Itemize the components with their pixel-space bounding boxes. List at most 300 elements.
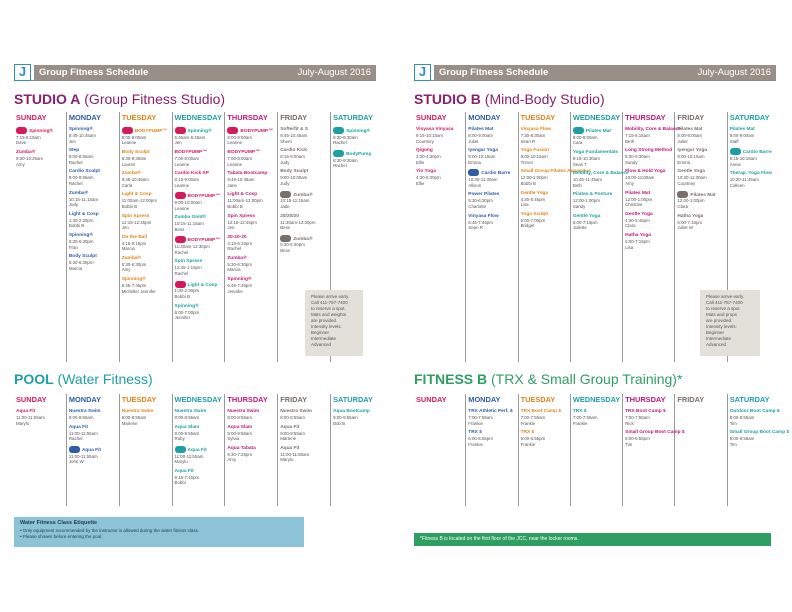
class-name-text: BODYPUMP™ [240,128,273,134]
class-time: 8:30-9:30am [121,155,147,161]
class-entry [175,259,223,276]
class-name-text: TRX Boot Camp $ [625,409,666,414]
class-time: 11:00-11:55am [174,453,204,459]
day-header: WEDNESDAY [174,113,222,122]
class-instructor: Beth [625,138,635,144]
legend-line: Intermediate [311,336,337,341]
class-name-text: Zumba® [121,255,141,261]
class-name-text: Cardio Kick XP [174,171,209,177]
class-time: 9:00-10:15am [677,154,705,160]
special-class-icon [573,127,584,134]
class-name-text: Zumba® [121,171,141,177]
day-header: TUESDAY [121,113,157,122]
special-class-icon [16,127,27,134]
fitness-b-title-rest: (TRX & Small Group Training)* [487,371,683,387]
day-column-wednesday [571,112,629,362]
class-instructor: Jen [121,225,129,231]
class-name [468,169,515,177]
class-name-text: Zumba® [227,255,247,261]
class-entry [69,254,117,271]
class-entry [572,171,629,188]
class-time: 9:00-9:55am [68,415,94,420]
class-time: 7:15-8:15am [16,134,41,140]
class-time: 5:30-6:30pm [227,261,253,267]
class-entry [468,148,515,165]
class-entry [416,127,463,144]
special-class-icon [468,169,479,176]
class-instructor: Bobbi B [174,293,190,299]
etiquette-title: Water Fitness Class Etiquette [20,520,98,526]
class-name-text: TRX $ [572,409,587,414]
header-dates: July-August 2016 [297,66,371,78]
class-instructor: Marlene [280,436,297,442]
class-time: 4:15-5:15pm [227,240,253,246]
studio-b-title-bold: STUDIO B [414,91,481,107]
class-instructor: Sean R [468,225,483,231]
class-time: 9:00-10:15am [468,154,496,160]
day-header: SATURDAY [729,395,770,404]
class-name-text: Cardio Barre [742,149,772,155]
day-column-tuesday [120,112,173,362]
class-entry [468,169,515,188]
legend-line: Intensity levels: [311,324,342,329]
legend-line: Advanced [706,342,727,347]
class-name-text: Aqua Slam [174,424,200,430]
class-entry [175,409,223,421]
class-time: 9:00-10:00am [174,200,202,206]
day-header: SATURDAY [333,113,373,122]
class-name-text: Pilates Mat [625,190,651,196]
class-entry [730,409,778,426]
class-instructor: Marlene [121,420,138,426]
class-name-text: Mobility, Core & Balance [572,171,629,177]
special-class-icon [677,191,688,198]
class-time: 8:00-8:55am [280,415,305,420]
class-time: 11:00-11:55am [68,430,98,436]
class-time: 6:45-7:45pm [227,283,253,289]
class-time: 10:00-11:00am [625,175,655,181]
class-instructor: Lisa [520,202,529,208]
class-instructor: Bridget [520,223,535,229]
class-time: 9:00-9:55am [333,415,358,420]
class-entry [122,127,170,146]
class-entry [122,171,170,188]
class-time: 7:15-8:15am [625,133,650,138]
class-name [175,236,223,244]
day-header: WEDNESDAY [572,113,621,122]
class-time: 8:30-9:30am [333,157,358,163]
day-column-sunday [14,112,67,362]
class-time: 5:30-6:30pm [121,261,147,267]
water-etiquette-box [14,517,304,547]
class-name-text: Cardio Barre [481,171,511,177]
class-time: 4:30-5:45pm [625,217,650,223]
class-time: 5:30-6:30pm [68,260,94,266]
class-instructor: Jane [227,182,237,188]
class-entry [175,236,223,255]
legend-line: Call 411-757-7400 [311,300,348,305]
class-entry [625,233,672,250]
fitness-b-schedule [414,394,790,506]
class-instructor: Juliet W [677,225,694,231]
class-entry [69,409,117,421]
class-entry [625,127,682,144]
class-entry [227,277,275,294]
class-time: 7:00-8:00am [227,155,253,161]
class-instructor: Lauren [121,161,136,167]
class-instructor: Rachel [174,271,189,277]
class-time: 9:00-9:55am [68,175,94,181]
day-header: SUNDAY [416,395,447,404]
class-entry [69,169,117,186]
class-instructor: Clara [625,223,636,229]
class-time: 11:30am-12:30pm [174,244,210,250]
class-name-text: Pilates Mat [585,128,611,134]
class-name-text: Vinyasa Flow [520,127,551,132]
class-time: 6:15-7:10pm [174,474,200,480]
class-instructor: Jen [174,140,182,146]
header-title: Group Fitness Schedule [439,66,549,78]
class-instructor: Tim [729,441,737,447]
class-time: 8:00-8:55am [68,154,94,160]
day-column-tuesday [120,394,173,506]
class-time: 1:30-2:30pm [68,217,94,223]
class-entry [730,148,778,167]
class-instructor: Marcia [121,246,135,252]
class-name-text: BODYPUMP™ [227,149,260,155]
class-name-text: Pilates Mat [729,127,755,132]
class-time: 7:00-7:55am [625,415,650,420]
class-name [573,127,620,135]
special-class-icon [175,281,186,288]
class-time: 12:15-12:45pm [227,219,257,225]
class-name-text: Aqua Fit [187,447,207,453]
class-instructor: Frankie [572,420,588,426]
special-class-icon [175,192,186,199]
class-time: 9:00-9:55am [280,430,305,436]
class-name-text: BODYPUMP™ [134,128,168,134]
class-name-text: Aqua Slam [227,424,253,430]
class-entry [227,235,275,252]
pool-title-bold: POOL [14,371,54,387]
legend-line: Beginner [706,330,725,335]
class-name [175,192,223,200]
class-time: 8:00-8:55am [227,415,253,420]
class-time: 12:00-1:00pm [520,175,548,181]
class-name-text: BODYPUMP™ [187,194,221,200]
class-name-text: Zumba® [293,236,313,242]
class-entry [122,150,170,167]
day-header: SATURDAY [729,113,770,122]
class-time: 6:00-7:00pm [520,217,546,223]
day-header: SUNDAY [416,113,447,122]
class-entry [122,214,170,231]
class-time: 8:00-9:00am [227,134,253,140]
class-name-text: Nuestra Swim [174,409,207,414]
class-instructor: Rachel [68,159,83,165]
class-instructor: Staff [729,138,739,144]
class-name-text: Yoga Fusion [520,148,549,154]
class-name-text: Zumba® [68,190,89,196]
day-header: MONDAY [468,113,501,122]
day-header: MONDAY [468,395,501,404]
class-instructor: Rachel [68,436,83,442]
class-entry [227,192,275,209]
class-time: 6:45-7:45pm [121,283,147,289]
class-entry [175,171,223,188]
special-class-icon [175,236,186,243]
class-time: 7:00-7:55am [520,415,546,420]
class-instructor: Charlotte [468,203,487,209]
class-entry [122,235,170,252]
class-name-text: Spinning® [68,232,93,238]
class-time: 8:00-8:55am [729,415,755,420]
class-name-text: 20-20-20 [227,234,247,240]
class-entry [175,425,223,442]
class-name-text: Pilates Mat [690,192,716,198]
day-header: FRIDAY [677,395,705,404]
class-time: 6:00-6:55pm [520,436,546,442]
class-name-text: Spinning® [68,127,93,132]
day-column-wednesday [173,112,226,362]
header-bar [34,65,376,80]
class-instructor: Bobbi B [227,203,243,209]
class-name-text: Light & Cosp [227,192,258,198]
class-time: 8:30-9:30am [625,154,650,160]
day-header: THURSDAY [227,395,268,404]
class-time: 7:00-7:55am [572,415,598,420]
fitness-b-title-bold: FITNESS B [414,371,488,387]
class-instructor: Fran [68,244,78,250]
class-instructor: Bess [174,226,185,232]
header-dates: July-August 2016 [697,66,771,78]
class-entry [16,150,64,167]
day-header: MONDAY [68,395,102,404]
day-column-thursday [623,112,682,362]
class-instructor: Frankie [520,441,536,447]
class-entry [227,171,275,188]
class-instructor: Leanne [227,140,243,146]
class-name [730,148,778,156]
class-name-text: TRX $ [520,430,535,436]
class-entry [573,409,620,426]
class-instructor: Leanne [121,140,137,146]
class-instructor: Bobbi B [121,203,138,209]
class-entry [227,256,275,273]
class-name-text: Step [68,148,80,154]
class-instructor: Jade [280,203,290,209]
class-entry [333,127,382,146]
class-name-text: Gentle Yoga [677,169,705,175]
class-name [280,191,328,199]
special-class-icon [69,446,80,453]
class-name-text: TRX Athletic Perf. $ [468,409,513,414]
class-time: 12:00-1:00pm [625,196,653,202]
class-name-text: Vinyasa Flow [468,213,499,219]
day-header: MONDAY [68,113,102,122]
class-time: 11:00-11:55am [280,451,310,457]
class-instructor: Sean T [572,161,587,167]
class-instructor: Jen [227,225,235,231]
class-entry [468,214,515,231]
special-class-icon [175,127,186,134]
day-column-sunday [14,394,67,506]
class-name-text: BODYPUMP™ [174,149,208,155]
class-time: 10:15-11:15am [280,198,310,204]
class-instructor: Amy [16,161,25,167]
class-entry [69,148,117,165]
class-time: 11:00am-12:00pm [121,198,157,204]
class-time: 4:30-5:45pm [520,196,546,202]
day-header: SUNDAY [16,113,47,122]
class-entry [122,409,170,426]
day-column-wednesday [571,394,623,506]
class-entry [16,409,64,426]
legend-line: to reserve a spot. [311,306,346,311]
day-header: FRIDAY [280,395,308,404]
class-entry [521,409,568,426]
class-instructor: Cara [572,140,583,146]
studio-a-title-bold: STUDIO A [14,91,81,107]
legend-line: Mats and weights [311,312,347,317]
class-time: 8:00-8:55am [121,415,147,420]
class-instructor: Leanne [174,182,190,188]
class-name-text: Yin Yoga [416,169,436,175]
class-entry [625,148,672,165]
class-entry [625,191,672,208]
class-name-text: Gentle Yoga [625,211,653,217]
class-name-text: Iyengar Yoga [468,148,498,154]
class-instructor: Bobbi B [520,180,536,186]
class-instructor: Trevor [520,159,534,165]
class-time: 10:30-11:45am [729,177,759,183]
class-time: 9:15-10:15am [416,133,444,138]
class-entry [521,212,568,229]
class-name [175,127,223,135]
class-name-text: Small Group Pilates Apparatus [520,169,591,175]
class-name [69,446,117,454]
class-instructor: Amy [625,180,634,186]
class-name-text: Aqua Tabata [227,445,256,451]
special-class-icon [280,191,291,198]
day-header: SUNDAY [16,395,47,404]
class-instructor: Judy [68,202,79,208]
class-instructor: Emma [677,159,691,165]
class-entry [573,214,620,231]
class-entry [416,169,463,186]
class-name-text: Spinning® [121,277,146,283]
class-name-text: Pilates Mat [677,127,703,132]
class-name-text: Body Sculpt [68,254,97,260]
legend-line: are provided. [706,318,733,323]
pool-schedule [14,394,384,506]
class-time: 5:30-6:30pm [68,238,94,244]
class-time: 9:15-10:30am [572,155,600,161]
class-time: 9:00-10:15am [520,154,548,160]
legend-line: to reserve a spot. [706,306,741,311]
right-header [414,64,776,81]
class-time: 4:30-5:30pm [416,175,441,181]
class-name-text: Spinning® [187,128,212,134]
studio-a-legend [305,290,363,356]
day-column-thursday [225,394,278,506]
class-name-text: Yoga Sculpt [520,211,548,217]
class-name-text: Softerfit & S [280,127,308,132]
class-instructor: Judy [280,159,290,165]
class-name-text: Hatha Yoga [677,213,704,219]
special-class-icon [227,127,238,134]
class-time: 8:00-9:00am [729,133,755,138]
class-time: 6:00-6:55pm [468,436,493,442]
class-instructor: Bess [280,225,290,231]
day-header: WEDNESDAY [572,395,621,404]
day-header: THURSDAY [625,113,666,122]
class-name-text: Spinning® [227,277,252,283]
class-instructor: Courtney [677,180,696,186]
class-instructor: Rachel [227,246,242,252]
class-time: 11:30am-12:30pm [280,219,316,225]
class-time: 7:30-8:30am [520,133,546,138]
legend-line: Intermediate [706,336,732,341]
class-name-text: Gentle Yoga [572,213,601,219]
class-time: 11:00am-12:00pm [227,198,263,204]
header-bar [434,65,776,80]
class-time: 9:45-10:45am [227,177,255,183]
class-time: 9:45-10:45am [68,133,96,138]
class-name-text: Spin Xpress [174,259,203,265]
class-name-text: Spinning® [174,303,199,309]
class-name-text: Small Group Boot Camp $ [625,430,685,436]
class-instructor: Marylu [16,420,30,426]
class-time: 8:15-9:00am [174,177,200,183]
class-instructor: Marylu [280,457,294,463]
class-entry [69,233,117,250]
day-column-friday [278,394,331,506]
class-entry [280,425,328,442]
class-name-text: Aqua Fit [81,447,102,453]
legend-line: are provided. [311,318,338,323]
day-header: THURSDAY [625,395,666,404]
header-title: Group Fitness Schedule [39,66,149,78]
class-name-text: Tabata Bootcamp [227,171,268,177]
class-name-text: Nuestra Swim [227,409,260,414]
legend-line: Intensity levels: [706,324,737,329]
class-time: 8:00-9:00am [121,134,147,140]
class-entry [122,256,170,273]
class-instructor: Juliette [572,225,587,231]
class-name [16,127,64,135]
class-instructor: Sylvia [227,436,240,442]
class-entry [677,148,724,165]
class-name [677,191,724,199]
studio-b-title-rest: (Mind-Body Studio) [480,91,605,107]
class-entry [521,127,568,144]
class-time: 8:00-8:55am [174,415,200,420]
class-name-text: TRX $ [468,430,482,436]
class-instructor: Marylu [174,459,188,465]
class-name-text: Aqua Fit [280,424,300,430]
day-column-wednesday [173,394,226,506]
class-time: 11:00-11:55am [16,415,45,420]
class-instructor: Leanne [174,205,190,211]
class-instructor: Judy [280,180,290,186]
class-entry [280,191,328,210]
studio-a-title [14,91,225,107]
class-instructor: Sandy [625,159,638,165]
class-instructor: Rachel [333,163,347,169]
class-entry [468,192,515,209]
class-time: 11:00-11:55am [68,453,98,459]
